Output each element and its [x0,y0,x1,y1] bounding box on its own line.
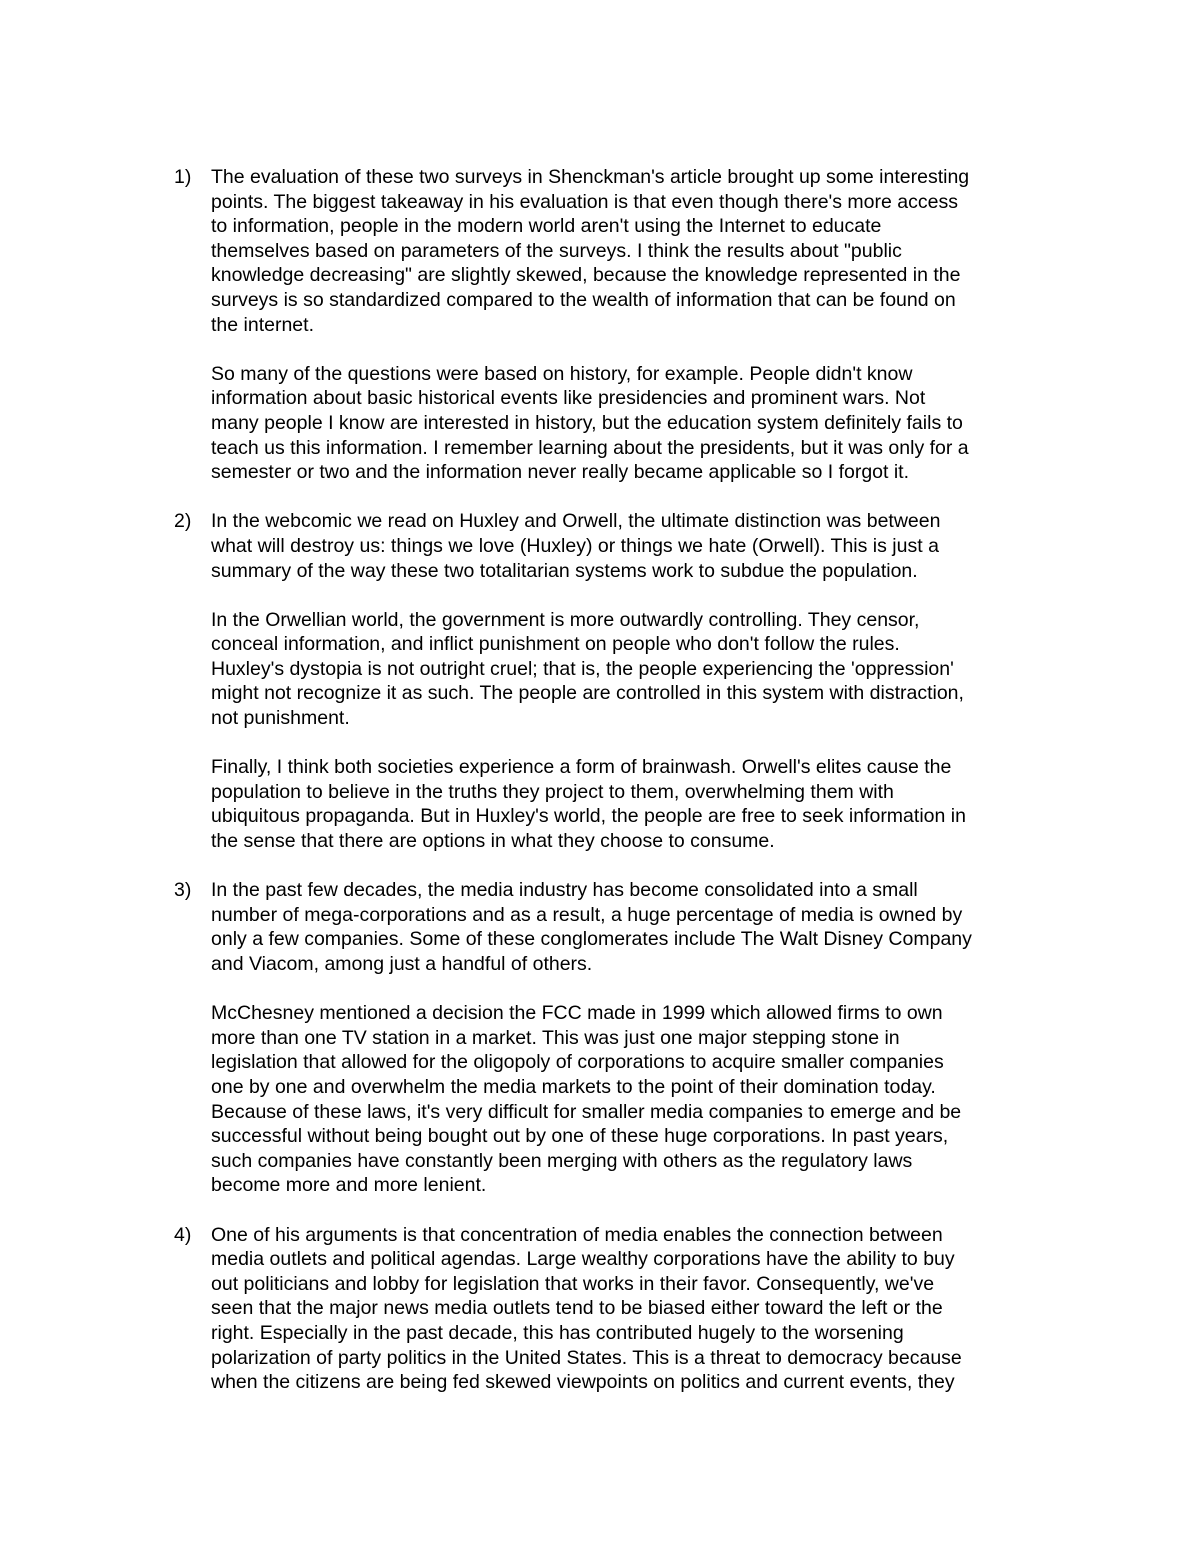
text-line: points. The biggest takeaway in his evaluation is that even though there's more access [211,190,958,213]
text-line: become more and more lenient. [211,1174,487,1197]
paragraph [211,608,1071,731]
list-item [0,878,1200,1198]
paragraph [211,509,1071,583]
text-line: only a few companies. Some of these conglomerates include The Walt Disney Company [211,928,972,951]
text-line: might not recognize it as such. The people are controlled in this system with distraction, [211,682,964,705]
text-line: seen that the major news media outlets tend to be biased either toward the left or the [211,1297,943,1320]
list-item-body [211,1223,1071,1395]
list-number: 1) [174,166,192,188]
text-line: not punishment. [211,707,350,730]
text-line: media outlets and political agendas. Large wealthy corporations have the ability to buy [211,1248,955,1271]
text-line: such companies have constantly been merging with others as the regulatory laws [211,1149,913,1172]
text-line: out politicians and lobby for legislation that works in their favor. Consequently, we've [211,1272,935,1295]
text-line: many people I know are interested in history, but the education system definitely fails to [211,411,963,434]
text-line: teach us this information. I remember learning about the presidents, but it was only for a [211,436,969,459]
text-line: surveys is so standardized compared to the wealth of information that can be found on [211,288,956,311]
text-line: information about basic historical events like presidencies and prominent wars. Not [211,387,926,410]
text-line: semester or two and the information never really became applicable so I forgot it. [211,461,910,484]
text-line: what will destroy us: things we love (Huxley) or things we hate (Orwell). This is just a [211,534,939,557]
paragraph [211,165,1071,337]
text-line: population to believe in the truths they project to them, overwhelming them with [211,780,894,803]
text-line: conceal information, and inflict punishment on people who don't follow the rules. [211,633,900,656]
text-line: to information, people in the modern world aren't using the Internet to educate [211,215,882,238]
list-number: 3) [174,879,192,902]
text-line: right. Especially in the past decade, this has contributed hugely to the worsening [211,1321,904,1344]
text-line: Because of these laws, it's very difficult for smaller media companies to emerge and be [211,1100,962,1123]
paragraph [211,755,1071,853]
list-number: 4) [174,1223,192,1246]
text-line: Huxley's dystopia is not outright cruel; that is, the people experiencing the 'oppression' [211,657,954,680]
text-line: more than one TV station in a market. This was just one major stepping stone in [211,1026,900,1049]
list-item-body [211,165,1071,485]
text-line: In the past few decades, the media industry has become consolidated into a small [211,879,918,902]
paragraph [211,362,1071,485]
list-item [0,509,1200,853]
text-line: polarization of party politics in the United States. This is a threat to democracy because [211,1346,962,1369]
text-line: successful without being bought out by one of these huge corporations. In past years, [211,1125,949,1148]
text-line: Finally, I think both societies experience a form of brainwash. Orwell's elites cause the [211,756,952,779]
text-line: ubiquitous propaganda. But in Huxley's world, the people are free to seek information in [211,805,966,828]
list-item [0,165,1200,485]
paragraph [211,878,1071,976]
list-item-body [211,509,1071,853]
list-item-body [211,878,1071,1198]
paragraph [211,1001,1071,1198]
text-line: One of his arguments is that concentration of media enables the connection between [211,1223,943,1246]
text-line: In the webcomic we read on Huxley and Orwell, the ultimate distinction was between [211,510,941,533]
list-number: 2) [174,510,192,533]
text-line: McChesney mentioned a decision the FCC made in 1999 which allowed firms to own [211,1002,943,1025]
text-line: The evaluation of these two surveys in Shenckman's article brought up some interesting [211,166,970,188]
text-line: summary of the way these two totalitarian systems work to subdue the population. [211,559,918,582]
paragraph [211,1223,1071,1395]
text-line: knowledge decreasing" are slightly skewed, because the knowledge represented in the [211,264,961,287]
document-body [0,165,1200,1419]
text-line: number of mega-corporations and as a result, a huge percentage of media is owned by [211,903,963,926]
text-line: and Viacom, among just a handful of others. [211,953,593,975]
text-line: So many of the questions were based on history, for example. People didn't know [211,362,913,385]
text-line: themselves based on parameters of the surveys. I think the results about "public [211,239,902,262]
text-line: the sense that there are options in what they choose to consume. [211,830,775,853]
text-line: when the citizens are being fed skewed viewpoints on politics and current events, they [211,1371,955,1394]
text-line: In the Orwellian world, the government is more outwardly controlling. They censor, [211,608,920,631]
text-line: one by one and overwhelm the media markets to the point of their domination today. [211,1075,936,1098]
list-item [0,1223,1200,1395]
text-line: legislation that allowed for the oligopoly of corporations to acquire smaller companies [211,1051,944,1074]
text-line: the internet. [211,313,314,336]
